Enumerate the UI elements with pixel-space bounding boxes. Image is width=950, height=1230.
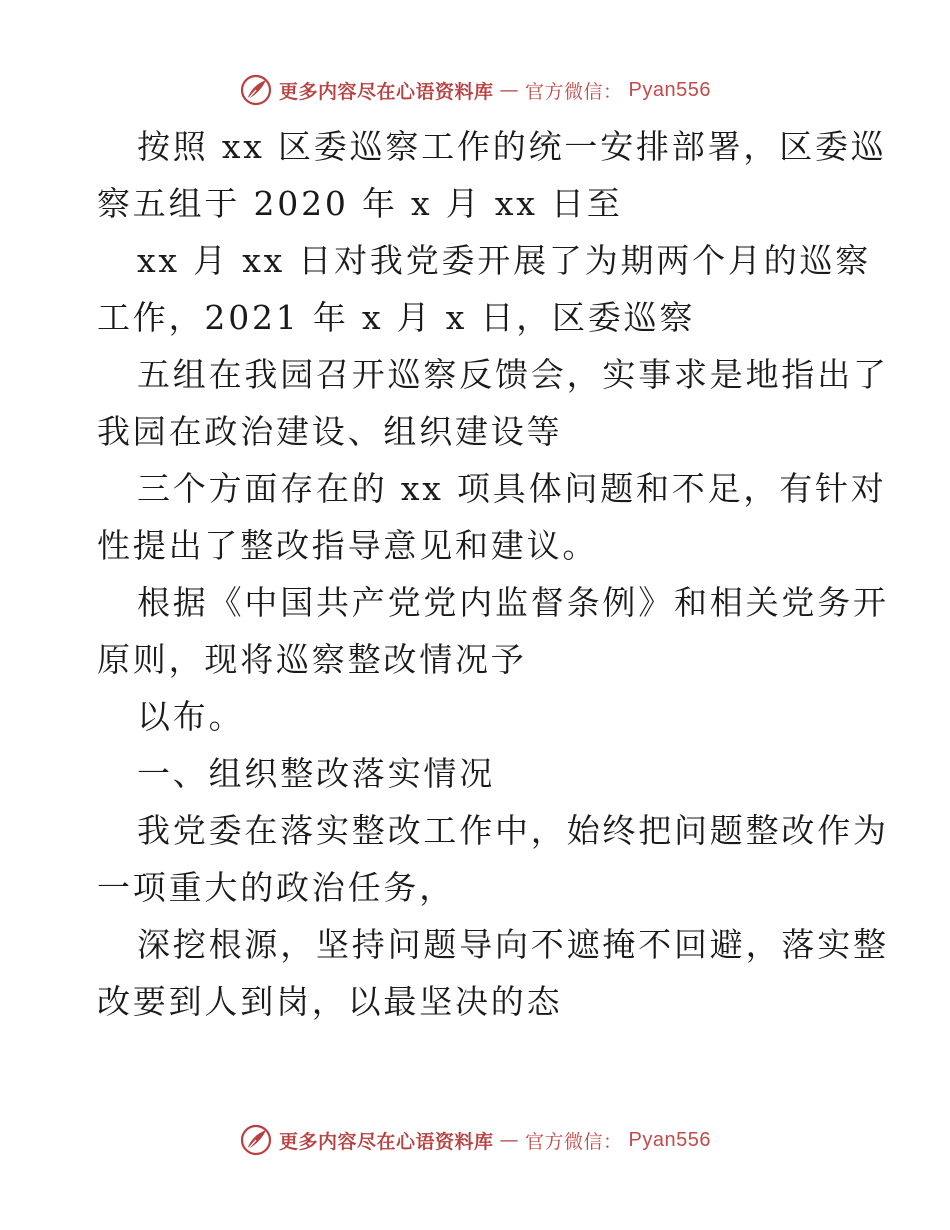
body-line: 原则，现将巡察整改情况予 <box>97 640 527 679</box>
body-line: 五组在我园召开巡察反馈会，实事求是地指出了 <box>137 355 889 394</box>
quill-logo-icon <box>239 73 273 107</box>
header-watermark-dash: — <box>499 79 520 101</box>
body-line: 根据《中国共产党党内监督条例》和相关党务开 <box>137 583 889 622</box>
header-watermark-text: 更多内容尽在心语资料库 <box>279 80 494 103</box>
footer-watermark-wechat-id: Pyan556 <box>628 1128 711 1151</box>
body-line: 以布。 <box>137 697 245 736</box>
body-line: 按照 xx 区委巡察工作的统一安排部署，区委巡 <box>137 127 887 166</box>
footer-watermark-dash: — <box>499 1129 520 1151</box>
footer-watermark <box>0 1118 950 1162</box>
body-line: 工作，2021 年 x 月 x 日，区委巡察 <box>97 298 696 337</box>
body-line: 深挖根源，坚持问题导向不遮掩不回避，落实整 <box>137 925 889 964</box>
body-line: 我党委在落实整改工作中，始终把问题整改作为 <box>137 811 889 850</box>
section-heading: 一、组织整改落实情况 <box>137 754 495 793</box>
header-watermark <box>0 68 950 112</box>
body-line: xx 月 xx 日对我党委开展了为期两个月的巡察 <box>137 241 872 280</box>
body-line: 三个方面存在的 xx 项具体问题和不足，有针对 <box>137 469 887 508</box>
header-watermark-wechat-id: Pyan556 <box>628 78 711 101</box>
footer-watermark-content <box>239 1123 711 1157</box>
body-line: 我园在政治建设、组织建设等 <box>97 412 563 451</box>
document-body <box>97 118 889 1030</box>
body-line: 察五组于 2020 年 x 月 xx 日至 <box>97 184 623 223</box>
body-line: 改要到人到岗，以最坚决的态 <box>97 982 563 1021</box>
footer-watermark-official: 官方微信： <box>525 1130 623 1153</box>
header-watermark-content <box>239 73 711 107</box>
body-line: 一项重大的政治任务， <box>97 868 455 907</box>
body-line: 性提出了整改指导意见和建议。 <box>97 526 599 565</box>
header-watermark-official: 官方微信： <box>525 80 623 103</box>
quill-logo-icon <box>239 1123 273 1157</box>
footer-watermark-text: 更多内容尽在心语资料库 <box>279 1130 494 1153</box>
